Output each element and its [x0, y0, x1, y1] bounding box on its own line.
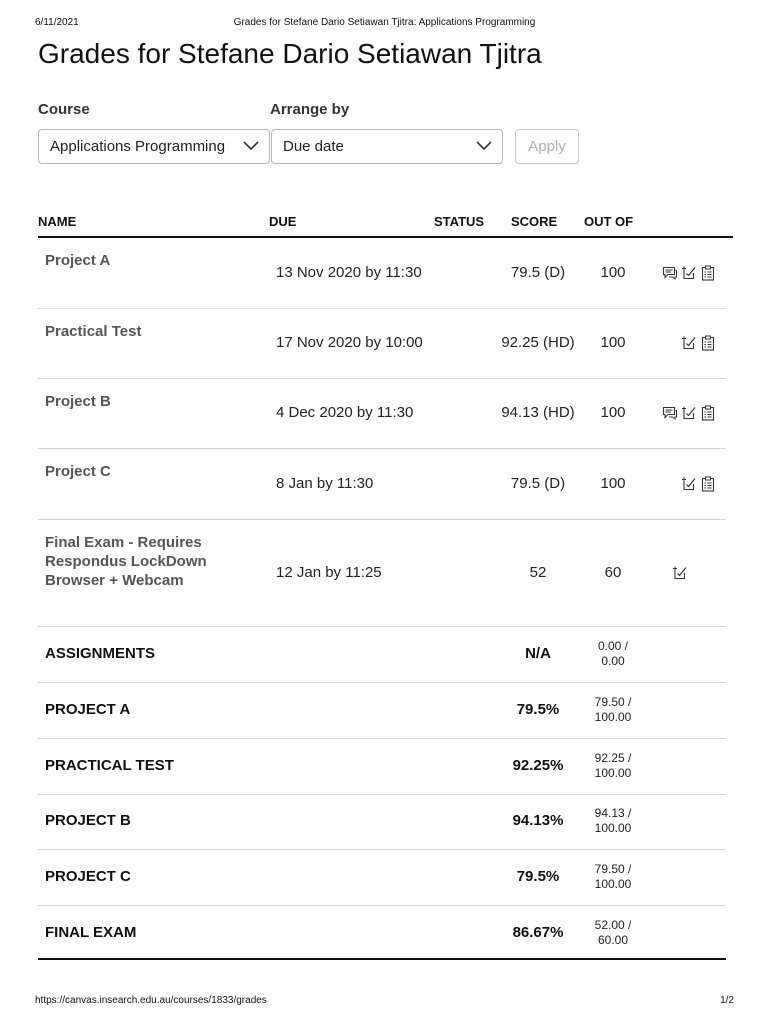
group-percent: 92.25%	[512, 757, 564, 774]
group-name: PROJECT A	[45, 701, 131, 718]
assignment-due: 8 Jan by 11:30	[276, 475, 374, 492]
group-percent: 94.13%	[512, 812, 564, 829]
assignment-out-of: 60	[604, 564, 622, 581]
assignment-row	[38, 309, 726, 379]
print-header	[35, 17, 734, 31]
assignment-name-link[interactable]: Project C	[45, 463, 111, 480]
assignment-score: 79.5 (D)	[510, 264, 566, 281]
assignment-row	[38, 238, 726, 309]
assignment-out-of: 100	[600, 264, 626, 281]
chevron-down-icon	[243, 141, 259, 151]
assignment-name-link[interactable]: Project B	[45, 393, 111, 410]
assignment-out-of: 100	[600, 475, 626, 492]
assignment-score: 52	[529, 564, 547, 581]
column-header-due: DUE	[269, 214, 297, 229]
group-points: 92.25 / 100.00	[594, 751, 632, 780]
assignment-due: 12 Jan by 11:25	[276, 564, 382, 581]
apply-button[interactable]: Apply	[515, 129, 579, 164]
assignment-score: 79.5 (D)	[510, 475, 566, 492]
print-footer	[35, 995, 734, 1009]
column-header-out-of: OUT OF	[584, 214, 634, 229]
assignment-row	[38, 379, 726, 449]
arrange-by-select[interactable]	[271, 129, 503, 164]
group-points: 79.50 / 100.00	[594, 862, 632, 891]
assignment-row	[38, 449, 726, 520]
assignment-due: 4 Dec 2020 by 11:30	[276, 404, 414, 421]
group-name: FINAL EXAM	[45, 924, 137, 941]
course-select[interactable]	[38, 129, 270, 164]
comment-icon[interactable]	[662, 265, 678, 281]
assignment-icons	[648, 405, 718, 423]
score-details-icon[interactable]	[681, 265, 697, 281]
assignment-score: 92.25 (HD)	[501, 334, 575, 351]
page-title: Grades for Stefane Dario Setiawan Tjitra	[38, 38, 542, 69]
group-points: 94.13 / 100.00	[594, 806, 632, 835]
group-name: PROJECT B	[45, 812, 131, 829]
print-document-title: Grades for Stefane Dario Setiawan Tjitra: Applications Programming	[233, 17, 536, 28]
group-points: 79.50 / 100.00	[594, 695, 632, 724]
group-name: ASSIGNMENTS	[45, 645, 156, 662]
course-select-value: Applications Programming	[50, 138, 226, 155]
score-details-icon[interactable]	[672, 565, 688, 581]
assignment-due: 17 Nov 2020 by 10:00	[276, 334, 423, 351]
assignment-due: 13 Nov 2020 by 11:30	[276, 264, 422, 281]
comment-icon[interactable]	[662, 405, 678, 421]
assignment-row	[38, 520, 726, 627]
print-page-number: 1/2	[720, 995, 734, 1006]
group-points: 52.00 / 60.00	[594, 918, 632, 947]
group-total-row	[38, 627, 726, 683]
group-name: PROJECT C	[45, 868, 131, 885]
assignment-score: 94.13 (HD)	[501, 404, 575, 421]
assignment-icons	[648, 335, 718, 353]
group-percent: 86.67%	[512, 924, 564, 941]
assignment-name-link[interactable]: Project A	[45, 252, 111, 269]
arrange-by-label: Arrange by	[270, 101, 350, 118]
group-percent: N/A	[525, 645, 551, 662]
group-points: 0.00 / 0.00	[597, 639, 629, 668]
rubric-icon[interactable]	[700, 335, 716, 351]
assignment-out-of: 100	[600, 404, 626, 421]
table-bottom-rule	[38, 958, 726, 960]
assignment-name-link[interactable]: Final Exam - Requires Respondus LockDown Browser + Webcam	[45, 534, 207, 589]
column-header-name: NAME	[38, 214, 77, 229]
group-name: PRACTICAL TEST	[45, 757, 174, 774]
group-total-row	[38, 795, 726, 850]
print-url: https://canvas.insearch.edu.au/courses/1833/grades	[35, 995, 267, 1006]
course-label: Course	[38, 101, 90, 118]
group-total-row	[38, 739, 726, 795]
chevron-down-icon	[476, 141, 492, 151]
print-date: 6/11/2021	[35, 17, 79, 28]
assignment-out-of: 100	[600, 334, 626, 351]
group-total-row	[38, 683, 726, 739]
score-details-icon[interactable]	[681, 335, 697, 351]
group-percent: 79.5%	[516, 701, 560, 718]
group-percent: 79.5%	[516, 868, 560, 885]
rubric-icon[interactable]	[700, 405, 716, 421]
rubric-icon[interactable]	[700, 476, 716, 492]
arrange-by-select-value: Due date	[283, 138, 344, 155]
rubric-icon[interactable]	[700, 265, 716, 281]
assignment-icons	[648, 476, 718, 494]
score-details-icon[interactable]	[681, 405, 697, 421]
assignment-icons	[648, 565, 718, 583]
score-details-icon[interactable]	[681, 476, 697, 492]
group-total-row	[38, 906, 726, 958]
group-total-row	[38, 850, 726, 906]
column-header-status: STATUS	[434, 214, 485, 229]
column-header-score: SCORE	[511, 214, 558, 229]
assignment-name-link[interactable]: Practical Test	[45, 323, 142, 340]
assignment-icons	[648, 265, 718, 283]
